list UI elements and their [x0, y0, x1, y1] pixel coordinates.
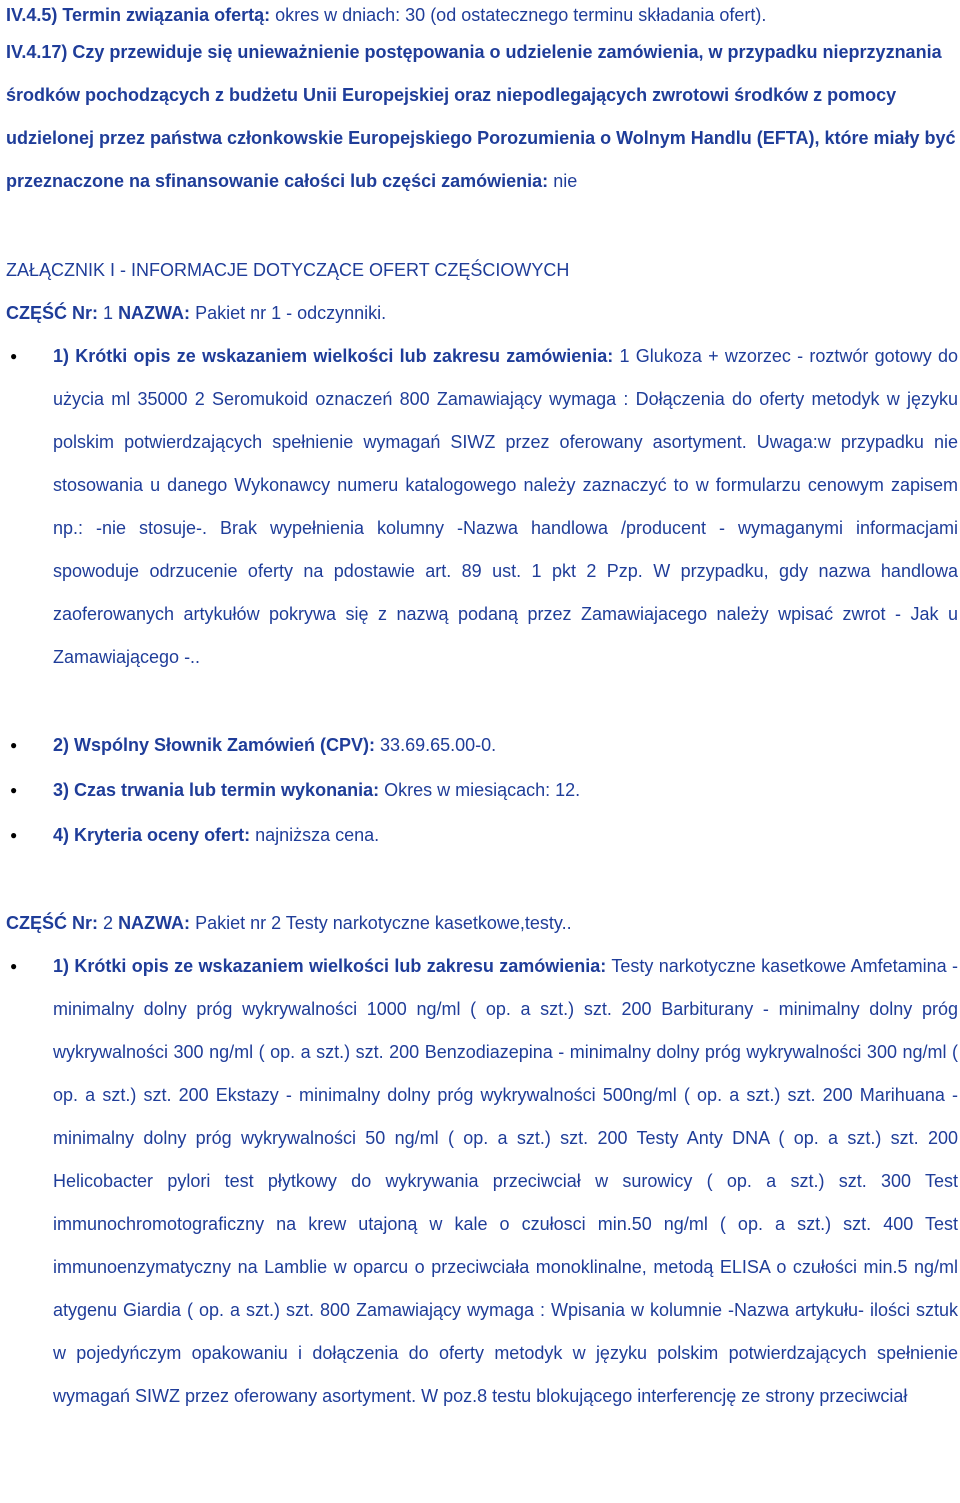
part-name: Pakiet nr 1 - odczynniki.	[195, 303, 387, 323]
part-name: Pakiet nr 2 Testy narkotyczne kasetkowe,testy..	[195, 913, 572, 933]
name-label: NAZWA:	[118, 303, 191, 323]
item-value: najniższa cena.	[255, 825, 380, 845]
part-label: CZĘŚĆ Nr:	[6, 303, 99, 323]
bullet-icon: ●	[10, 783, 18, 797]
section-value: okres w dniach: 30 (od ostatecznego terminu składania ofert).	[275, 5, 767, 25]
item-text	[53, 814, 958, 857]
bullet-icon: ●	[10, 738, 18, 752]
item-label: 4) Kryteria oceny ofert:	[53, 825, 251, 845]
item-value: Okres w miesiącach: 12.	[384, 780, 581, 800]
item-value: 1 Glukoza + wzorzec - roztwór gotowy do użycia ml 35000 2 Seromukoid oznaczeń 800 Zamawiający wymaga : Dołączenia do oferty metodyk w języku polskim potwierdzających spełnienie wymagań SIWZ przez oferowany asortyment. Uwaga:w przypadku nie stosowania u danego Wykonawcy numeru katalogowego należy zaznaczyć to w formularzu cenowym zapisem np.: -nie stosuje-. Brak wypełnienia kolumny -Nazwa handlowa /producent - wymaganymi informacjami spowoduje odrzucenie oferty na pdostawie art. 89 ust. 1 pkt 2 Pzp. W przypadku, gdy nazwa handlowa zaoferowanych artykułów pokrywa się z nazwą podaną przez Zamawiajacego należy wpisać zwrot - Jak u Zamawiającego -..	[53, 346, 958, 667]
item-text	[53, 335, 958, 679]
section-label: IV.4.17) Czy przewiduje się unieważnienie postępowania o udzielenie zamówienia, w przypadku nieprzyznania środków pochodzących z budżetu Unii Europejskiej oraz niepodlegających zwrotowi środków z pomocy udzielonej przez państwa członkowskie Europejskiego Porozumienia o Wolnym Handlu (EFTA), które miały być przeznaczone na sfinansowanie całości lub części zamówienia:	[6, 42, 956, 191]
item-label: 1) Krótki opis ze wskazaniem wielkości lub zakresu zamówienia:	[53, 346, 614, 366]
name-label: NAZWA:	[118, 913, 191, 933]
part-label: CZĘŚĆ Nr:	[6, 913, 99, 933]
item-value: 33.69.65.00-0.	[380, 735, 497, 755]
bullet-icon: ●	[10, 828, 18, 842]
item-label: 2) Wspólny Słownik Zamówień (CPV):	[53, 735, 376, 755]
part-2-header	[6, 902, 956, 945]
item-text	[53, 769, 958, 812]
section-iv-4-17	[6, 31, 956, 203]
item-label: 1) Krótki opis ze wskazaniem wielkości lub zakresu zamówienia:	[53, 956, 607, 976]
bullet-icon: ●	[10, 349, 18, 363]
part-1-header	[6, 292, 956, 335]
item-label: 3) Czas trwania lub termin wykonania:	[53, 780, 380, 800]
item-text	[53, 945, 958, 1418]
section-value: nie	[553, 171, 578, 191]
section-label: IV.4.5) Termin związania ofertą:	[6, 5, 271, 25]
item-value: Testy narkotyczne kasetkowe Amfetamina - minimalny dolny próg wykrywalności 1000 ng/ml ( op. a szt.) szt. 200 Barbiturany - minimalny dolny próg wykrywalności 300 ng/ml ( op. a szt.) szt. 200 Benzodiazepina - minimalny dolny próg wykrywalności 300 ng/ml ( op. a szt.) szt. 200 Ekstazy - minimalny dolny próg wykrywalności 500ng/ml ( op. a szt.) szt. 200 Marihuana - minimalny dolny próg wykrywalności 50 ng/ml ( op. a szt.) szt. 200 Testy Anty DNA ( op. a szt.) szt. 200 Helicobacter pylori test płytkowy do wykrywania przeciwciał w surowicy ( op. a szt.) szt. 300 Test immunochromotograficzny na krew utajoną w kale o czułosci min.50 ng/ml ( op. a szt.) szt. 400 Test immunoenzymatyczny na Lamblie w oparcu o przeciwciała monoklinalne, metodą ELISA o czułości min.5 ng/ml atygenu Giardia ( op. a szt.) szt. 800 Zamawiający wymaga : Wpisania w kolumnie -Nazwa artykułu- ilości sztuk w pojedyńczym opakowaniu i dołączenia do oferty metodyk w języku polskim potwierdzających spełnienie wymagań SIWZ przez oferowany asortyment. W poz.8 testu blokującego interferencję ze strony przeciwciał	[53, 956, 958, 1406]
part-number: 1	[103, 303, 114, 323]
item-text	[53, 724, 958, 767]
annex-title: ZAŁĄCZNIK I - INFORMACJE DOTYCZĄCE OFERT CZĘŚCIOWYCH	[6, 260, 570, 280]
part-number: 2	[103, 913, 114, 933]
bullet-icon: ●	[10, 959, 18, 973]
